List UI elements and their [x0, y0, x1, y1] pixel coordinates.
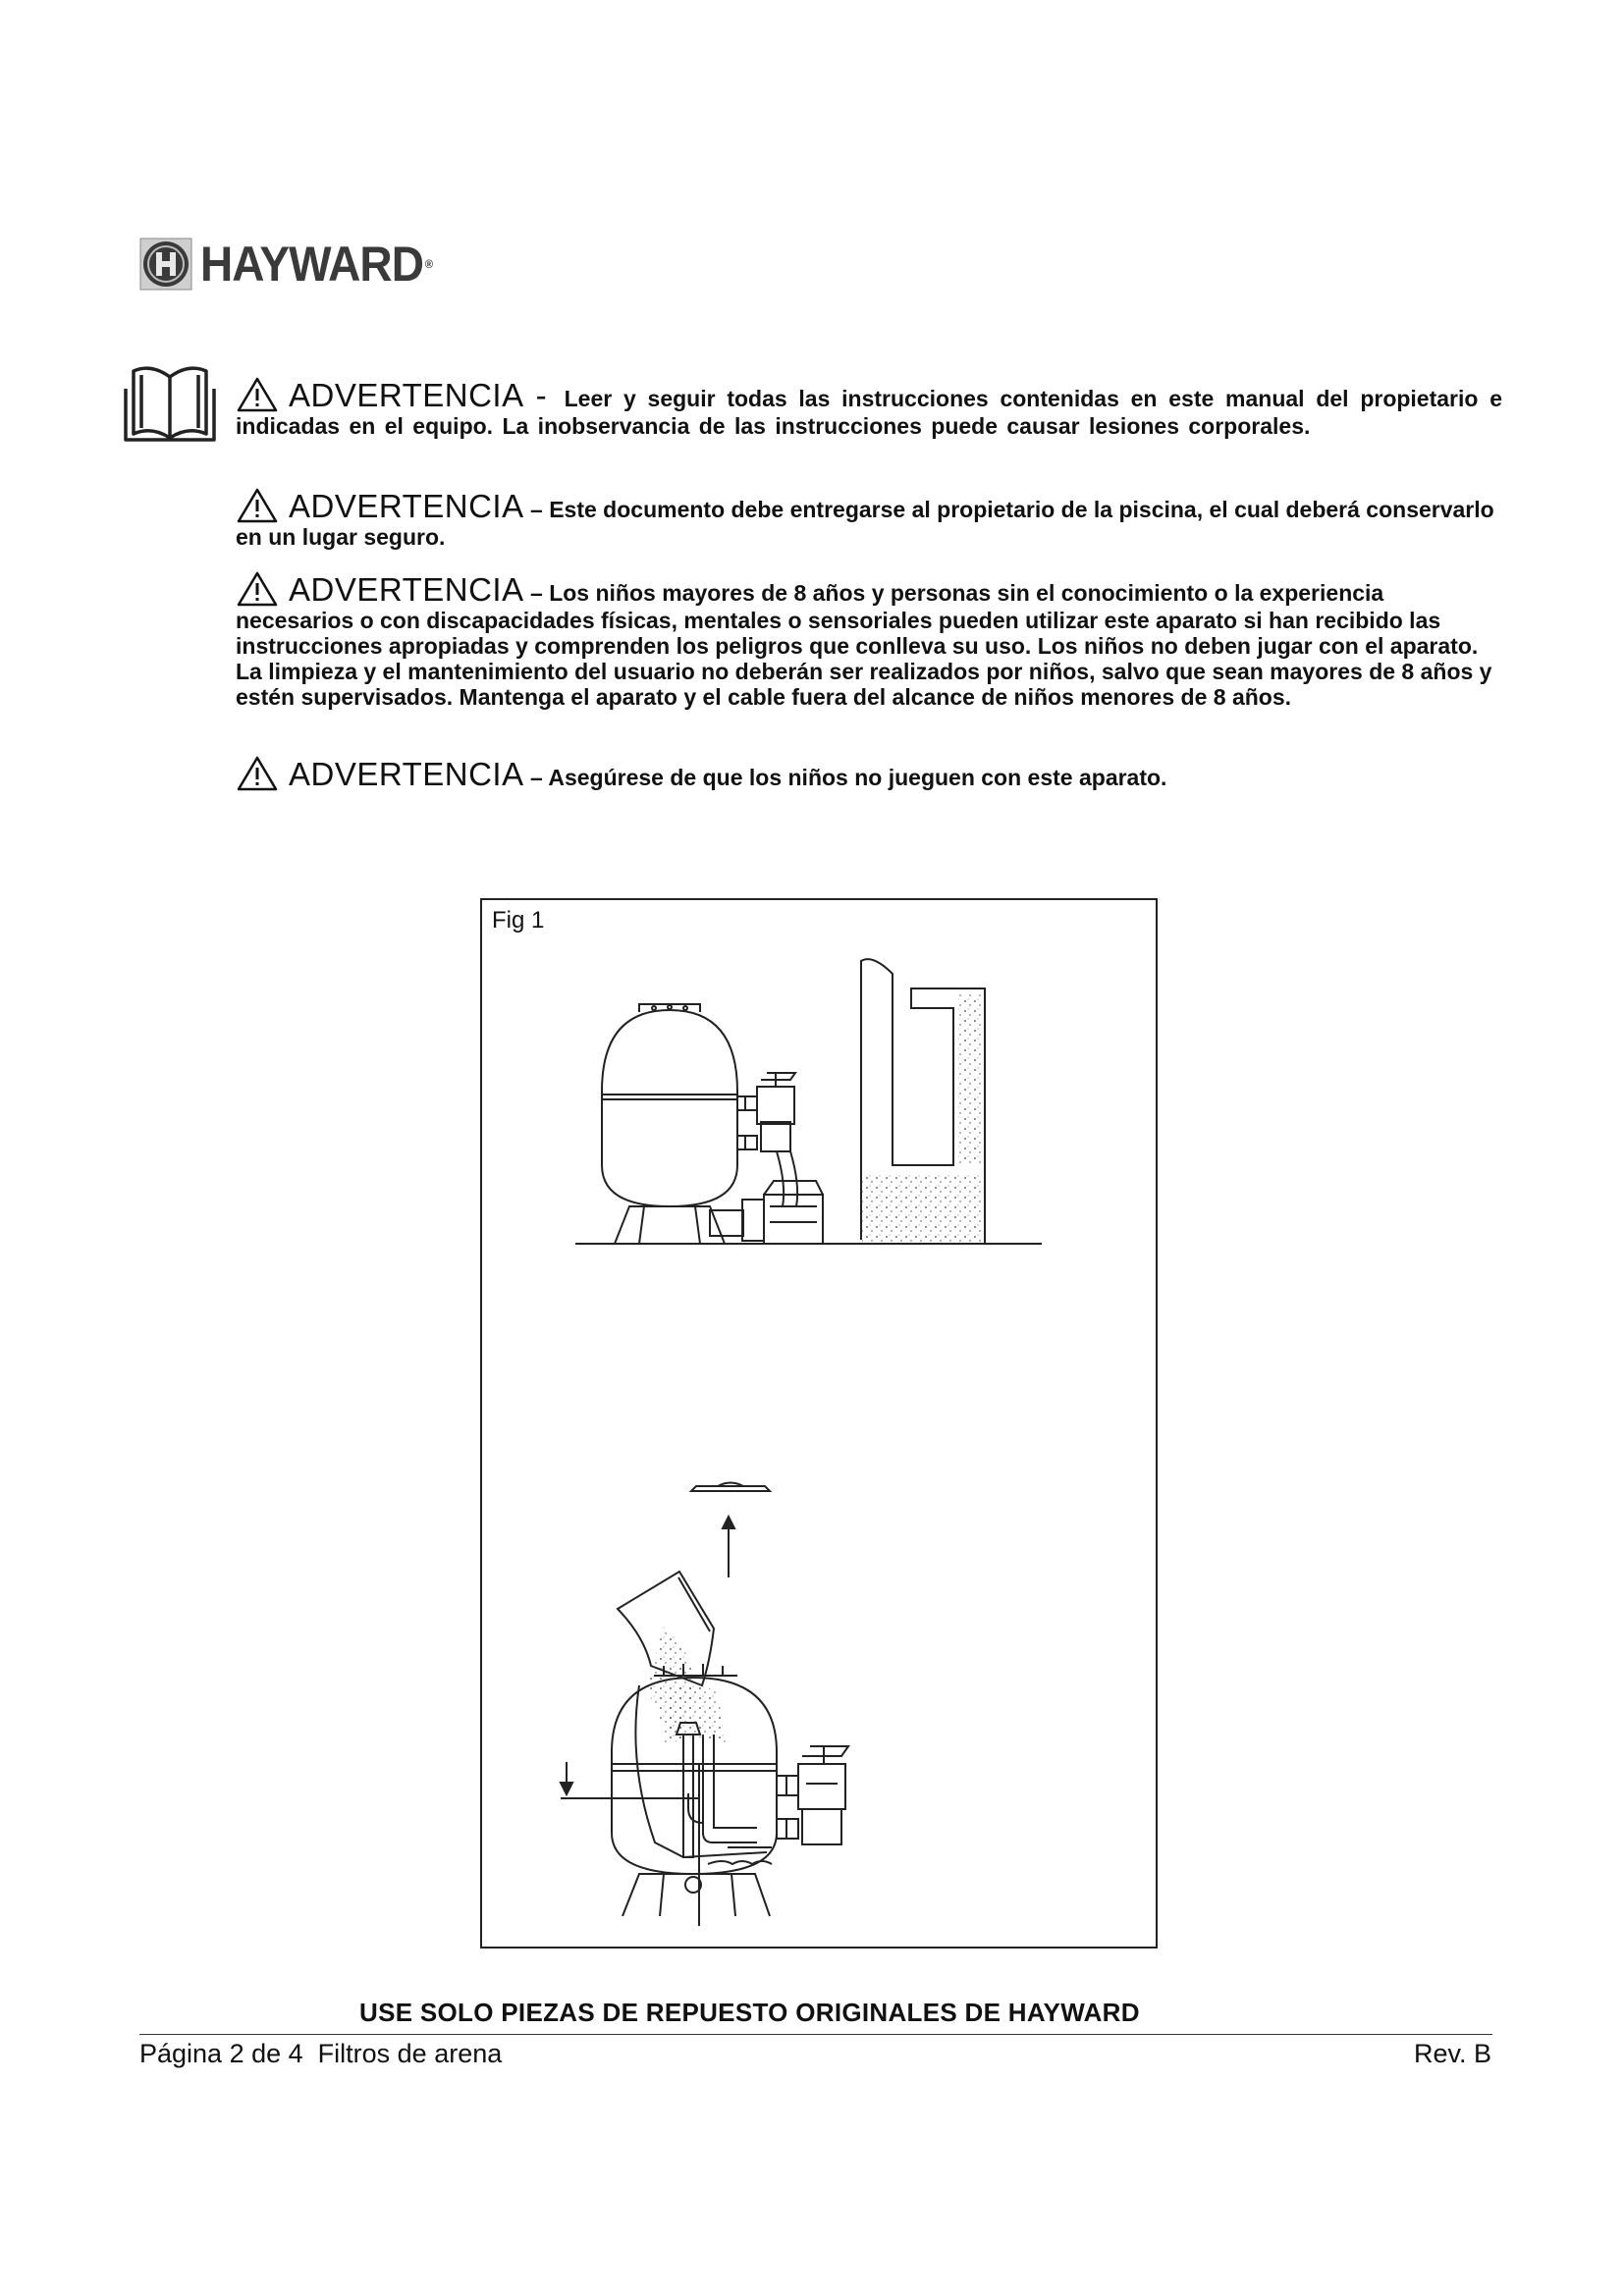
brand-logo: [139, 238, 453, 291]
warning-heading: ADVERTENCIA: [289, 488, 524, 524]
warning-text: Los niños mayores de 8 años y personas sin el conocimiento o la experiencia necesarios o con discapacidades físicas, mentales o sensoriales pueden utilizar este aparato si han recibido las instrucciones apropiadas y comprenden los peligros que conlleva su uso. Los niños no deben jugar con el aparato. La limpieza y el mantenimiento del usuario no deberán ser realizados por niños, salvo que sean mayores de 8 años y estén supervisados. Mantenga el aparato y el cable fuera del alcance de niños menores de 8 años.: [236, 580, 1492, 710]
revision-label: Rev. B: [1414, 2039, 1492, 2068]
warning-triangle-icon: [236, 376, 279, 413]
open-book-manual-icon: [120, 359, 220, 444]
warning-children-usage: ADVERTENCIA – Los niños mayores de 8 años y personas sin el conocimiento o la experiencia necesarios o con discapacidades físicas, mentales o sensoriales pueden utilizar este aparato si han recibido las instrucciones apropiadas y comprenden los peligros que conlleva su uso. Los niños no deben jugar con el aparato. La limpieza y el mantenimiento del usuario no deberán ser realizados por niños, salvo que sean mayores de 8 años y estén supervisados. Mantenga el aparato y el cable fuera del alcance de niños menores de 8 años.: [236, 571, 1492, 710]
warning-text: Asegúrese de que los niños no jueguen con este aparato.: [548, 765, 1167, 790]
footer-divider: [139, 2034, 1492, 2035]
warning-children-play: ADVERTENCIA – Asegúrese de que los niños no jueguen con este aparato.: [236, 755, 1502, 792]
warning-heading: ADVERTENCIA: [289, 756, 524, 792]
warning-read-manual: ADVERTENCIA - Leer y seguir todas las instrucciones contenidas en este manual del propietario e indicadas en el equipo. La inobservancia de las instrucciones puede causar lesiones corporales.: [236, 377, 1502, 439]
warning-triangle-icon: [236, 755, 279, 792]
document-title: Filtros de arena: [317, 2039, 503, 2068]
warning-triangle-icon: [236, 487, 279, 524]
warning-triangle-icon: [236, 570, 279, 608]
warning-deliver-document: ADVERTENCIA – Este documento debe entregarse al propietario de la piscina, el cual deberá conservarlo en un lugar seguro.: [236, 488, 1494, 550]
figure-label: Fig 1: [492, 907, 545, 934]
genuine-parts-notice: USE SOLO PIEZAS DE REPUESTO ORIGINALES DE HAYWARD: [359, 1998, 1140, 2027]
warning-text: Leer y seguir todas las instrucciones contenidas en este manual del propietario e indicadas en el equipo. La inobservancia de las instrucciones puede causar lesiones corporales.: [236, 386, 1502, 439]
warning-heading: ADVERTENCIA: [289, 571, 524, 608]
hayward-h-logo-icon: [139, 238, 192, 291]
page-number: Página 2 de 4: [139, 2039, 303, 2068]
brand-wordmark: HAYWARD ®: [200, 237, 433, 292]
warning-heading: ADVERTENCIA: [289, 377, 524, 413]
sand-filter-illustration: [482, 900, 1156, 1947]
footer-page-info: [139, 2039, 502, 2069]
warning-text: Este documento debe entregarse al propietario de la piscina, el cual deberá conservarlo en un lugar seguro.: [236, 497, 1494, 550]
